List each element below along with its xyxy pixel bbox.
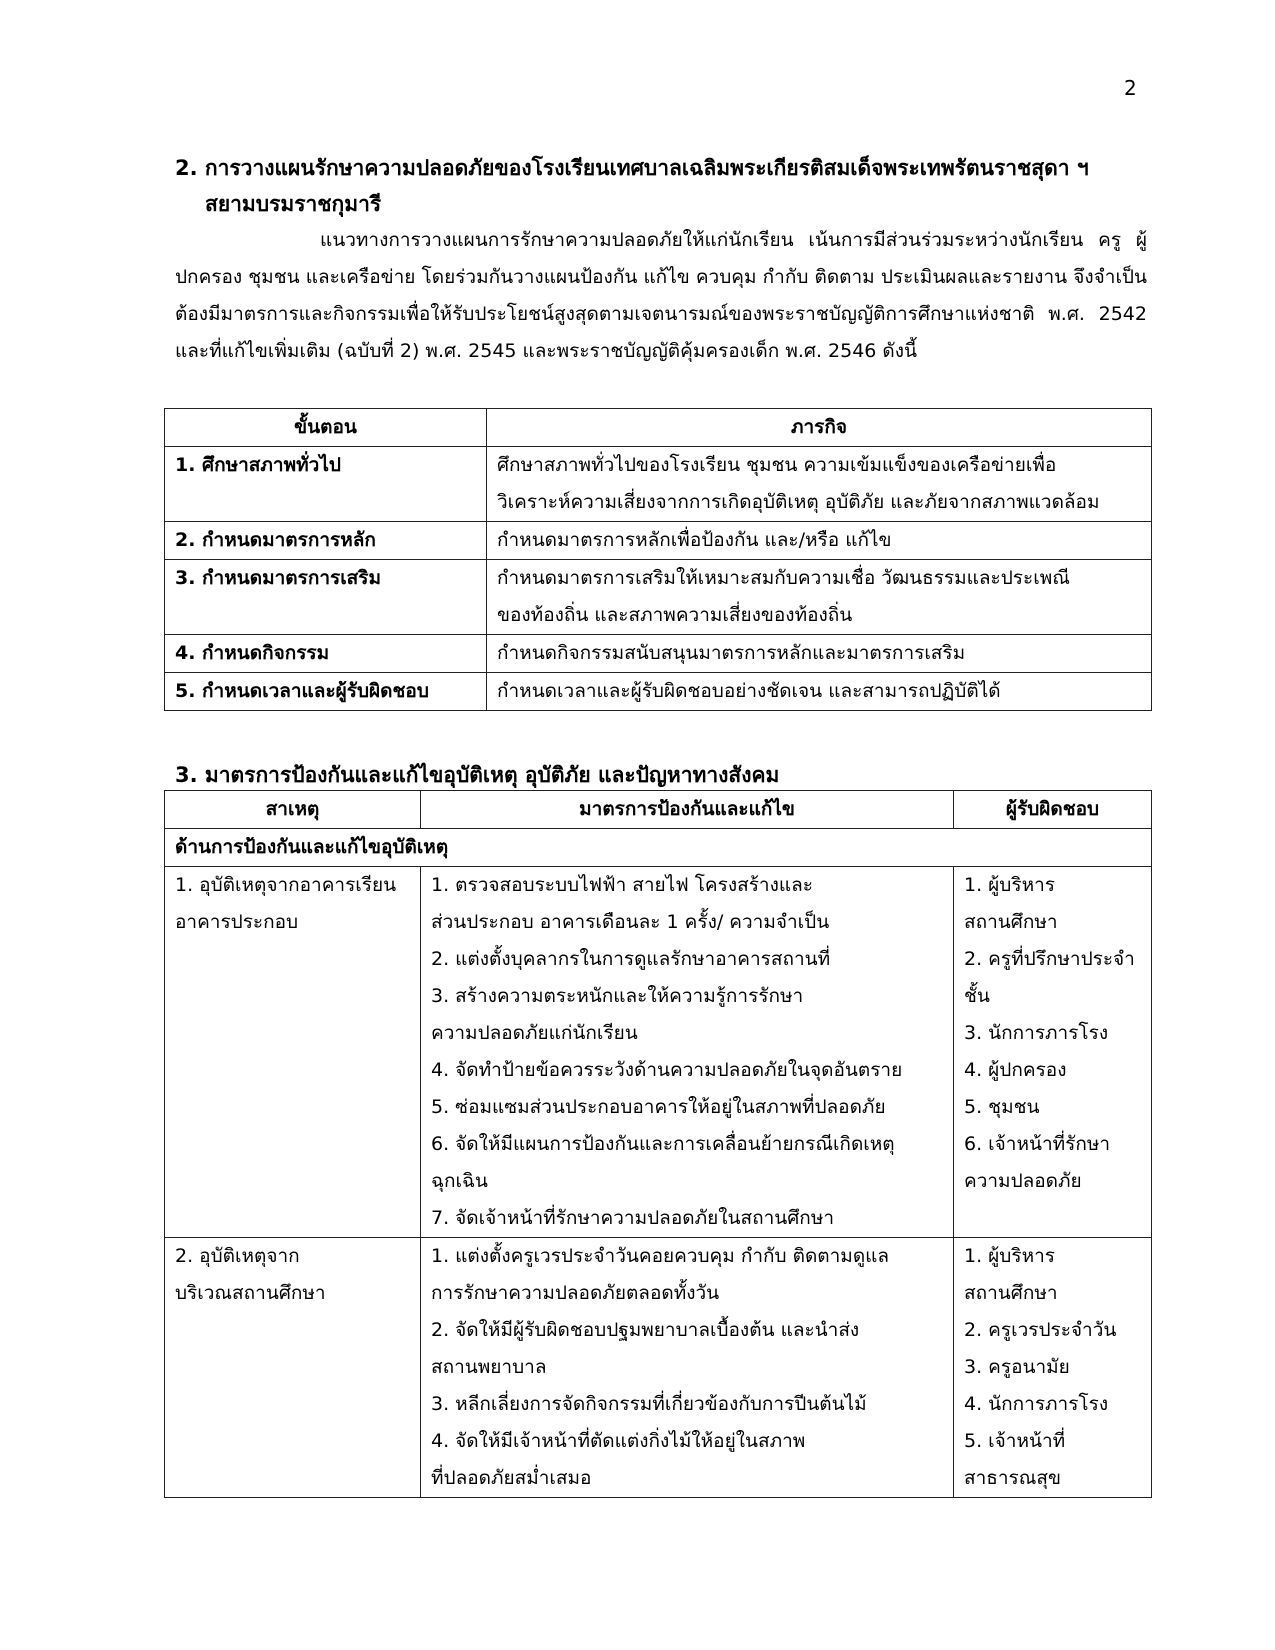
table-row [165,635,1152,673]
header-step: ขั้นตอน [165,409,487,447]
task-line: กำหนดมาตรการเสริมให้เหมาะสมกับความเชื่อ วัฒนธรรมและประเพณี [497,567,1070,589]
planning-steps-table [164,408,1152,711]
task-cell [487,635,1152,673]
header-task: ภารกิจ [487,409,1152,447]
responsible-line: ความปลอดภัย [964,1170,1082,1192]
responsible-line: 5. ชุมชน [964,1096,1040,1118]
task-line: กำหนดมาตรการหลักเพื่อป้องกัน และ/หรือ แก้ไข [497,529,892,551]
measure-line: 6. จัดให้มีแผนการป้องกันและการเคลื่อนย้ายกรณีเกิดเหตุ [431,1133,895,1155]
responsible-line: 4. นักการภารโรง [964,1393,1109,1415]
section-2-title-line1: 2. การวางแผนรักษาความปลอดภัยของโรงเรียนเทศบาลเฉลิมพระเกียรติสมเด็จพระเทพรัตนราชสุดา ฯ [175,156,1089,180]
task-cell [487,522,1152,560]
measure-line: ส่วนประกอบ อาคารเดือนละ 1 ครั้ง/ ความจำเป็น [431,911,830,933]
page-number: 2 [1124,76,1137,100]
subheader-accident-prevention: ด้านการป้องกันและแก้ไขอุบัติเหตุ [165,829,1152,867]
task-cell [487,673,1152,711]
measure-cell [421,867,954,1238]
responsible-line: 1. ผู้บริหาร [964,874,1055,896]
task-line: ศึกษาสภาพทั่วไปของโรงเรียน ชุมชน ความเข้มแข็งของเครือข่ายเพื่อ [497,454,1057,476]
task-line: กำหนดกิจกรรมสนับสนุนมาตรการหลักและมาตรการเสริม [497,642,966,664]
responsible-line: 2. ครูที่ปรึกษาประจำ [964,948,1135,970]
table-row [165,560,1152,635]
header-responsible: ผู้รับผิดชอบ [954,791,1152,829]
measure-line: 5. ซ่อมแซมส่วนประกอบอาคารให้อยู่ในสภาพที่ปลอดภัย [431,1096,886,1118]
responsible-line: ชั้น [964,985,990,1007]
measure-line: ฉุกเฉิน [431,1170,488,1192]
section-2-title [175,150,1175,222]
cause-line: 1. อุบัติเหตุจากอาคารเรียน [175,874,397,896]
section-2-intro [175,222,1147,370]
cause-line: บริเวณสถานศึกษา [175,1282,326,1304]
prevention-measures-table [164,790,1152,1498]
measure-line: 1. แต่งตั้งครูเวรประจำวันคอยควบคุม กำกับ ติดตามดูแล [431,1245,890,1267]
cause-cell [165,1238,421,1498]
header-cause: สาเหตุ [165,791,421,829]
table-row [165,1238,1152,1498]
task-cell [487,447,1152,522]
task-cell [487,560,1152,635]
table-row [165,522,1152,560]
measure-line: 3. หลีกเลี่ยงการจัดกิจกรรมที่เกี่ยวข้องกับการปีนต้นไม้ [431,1393,867,1415]
responsible-line: 6. เจ้าหน้าที่รักษา [964,1133,1111,1155]
responsible-line: 1. ผู้บริหาร [964,1245,1055,1267]
measure-line: 1. ตรวจสอบระบบไฟฟ้า สายไฟ โครงสร้างและ [431,874,813,896]
responsible-cell [954,1238,1152,1498]
section-2-intro-text: แนวทางการวางแผนการรักษาความปลอดภัยให้แก่นักเรียน เน้นการมีส่วนร่วมระหว่างนักเรียน ครู ผู้ปกครอง ชุมชน และเครือข่าย โดยร่วมกันวางแผนป้องกัน แก้ไข ควบคุม กำกับ ติดตาม ประเมินผลและรายงาน จึงจำเป็นต้องมีมาตรการและกิจกรรมเพื่อให้รับประโยชน์สูงสุดตามเจตนารมณ์ของพระราชบัญญัติการศึกษาแห่งชาติ พ.ศ. 2542 และที่แก้ไขเพิ่มเติม (ฉบับที่ 2) พ.ศ. 2545 และพระราชบัญญัติคุ้มครองเด็ก พ.ศ. 2546 ดังนี้ [175,229,1147,362]
table-header-row [165,409,1152,447]
measure-cell [421,1238,954,1498]
measure-line: 4. จัดให้มีเจ้าหน้าที่ตัดแต่งกิ่งไม้ให้อยู่ในสภาพ [431,1430,806,1452]
responsible-line: 5. เจ้าหน้าที่ [964,1430,1066,1452]
task-line: วิเคราะห์ความเสี่ยงจากการเกิดอุบัติเหตุ อุบัติภัย และภัยจากสภาพแวดล้อม [497,491,1100,513]
table-header-row [165,791,1152,829]
measure-line: สถานพยาบาล [431,1356,547,1378]
measure-line: การรักษาความปลอดภัยตลอดทั้งวัน [431,1282,720,1304]
step-cell: 1. ศึกษาสภาพทั่วไป [165,447,487,522]
step-cell: 3. กำหนดมาตรการเสริม [165,560,487,635]
measure-line: 7. จัดเจ้าหน้าที่รักษาความปลอดภัยในสถานศึกษา [431,1207,835,1229]
step-cell: 4. กำหนดกิจกรรม [165,635,487,673]
responsible-line: 4. ผู้ปกครอง [964,1059,1067,1081]
measure-line: 2. จัดให้มีผู้รับผิดชอบปฐมพยาบาลเบื้องต้น และนำส่ง [431,1319,860,1341]
step-cell: 2. กำหนดมาตรการหลัก [165,522,487,560]
measure-line: ที่ปลอดภัยสม่ำเสมอ [431,1467,592,1489]
responsible-line: สถานศึกษา [964,1282,1058,1304]
task-line: กำหนดเวลาและผู้รับผิดชอบอย่างชัดเจน และสามารถปฏิบัติได้ [497,680,1001,702]
responsible-line: สาธารณสุข [964,1467,1061,1489]
header-measure: มาตรการป้องกันและแก้ไข [421,791,954,829]
responsible-line: 3. นักการภารโรง [964,1022,1109,1044]
table-row [165,447,1152,522]
responsible-line: สถานศึกษา [964,911,1058,933]
measure-line: ความปลอดภัยแก่นักเรียน [431,1022,638,1044]
measure-line: 3. สร้างความตระหนักและให้ความรู้การรักษา [431,985,804,1007]
responsible-line: 2. ครูเวรประจำวัน [964,1319,1117,1341]
cause-line: อาคารประกอบ [175,911,299,933]
table-subheader-row [165,829,1152,867]
task-line: ของท้องถิ่น และสภาพความเสี่ยงของท้องถิ่น [497,604,853,626]
section-3-title: 3. มาตรการป้องกันและแก้ไขอุบัติเหตุ อุบัติภัย และปัญหาทางสังคม [175,763,780,787]
responsible-line: 3. ครูอนามัย [964,1356,1070,1378]
measure-line: 4. จัดทำป้ายข้อควรระวังด้านความปลอดภัยในจุดอันตราย [431,1059,903,1081]
step-cell: 5. กำหนดเวลาและผู้รับผิดชอบ [165,673,487,711]
cause-cell [165,867,421,1238]
section-2-title-line2: สยามบรมราชกุมารี [205,192,382,216]
responsible-cell [954,867,1152,1238]
cause-line: 2. อุบัติเหตุจาก [175,1245,300,1267]
measure-line: 2. แต่งตั้งบุคลากรในการดูแลรักษาอาคารสถานที่ [431,948,831,970]
table-row [165,867,1152,1238]
table-row [165,673,1152,711]
